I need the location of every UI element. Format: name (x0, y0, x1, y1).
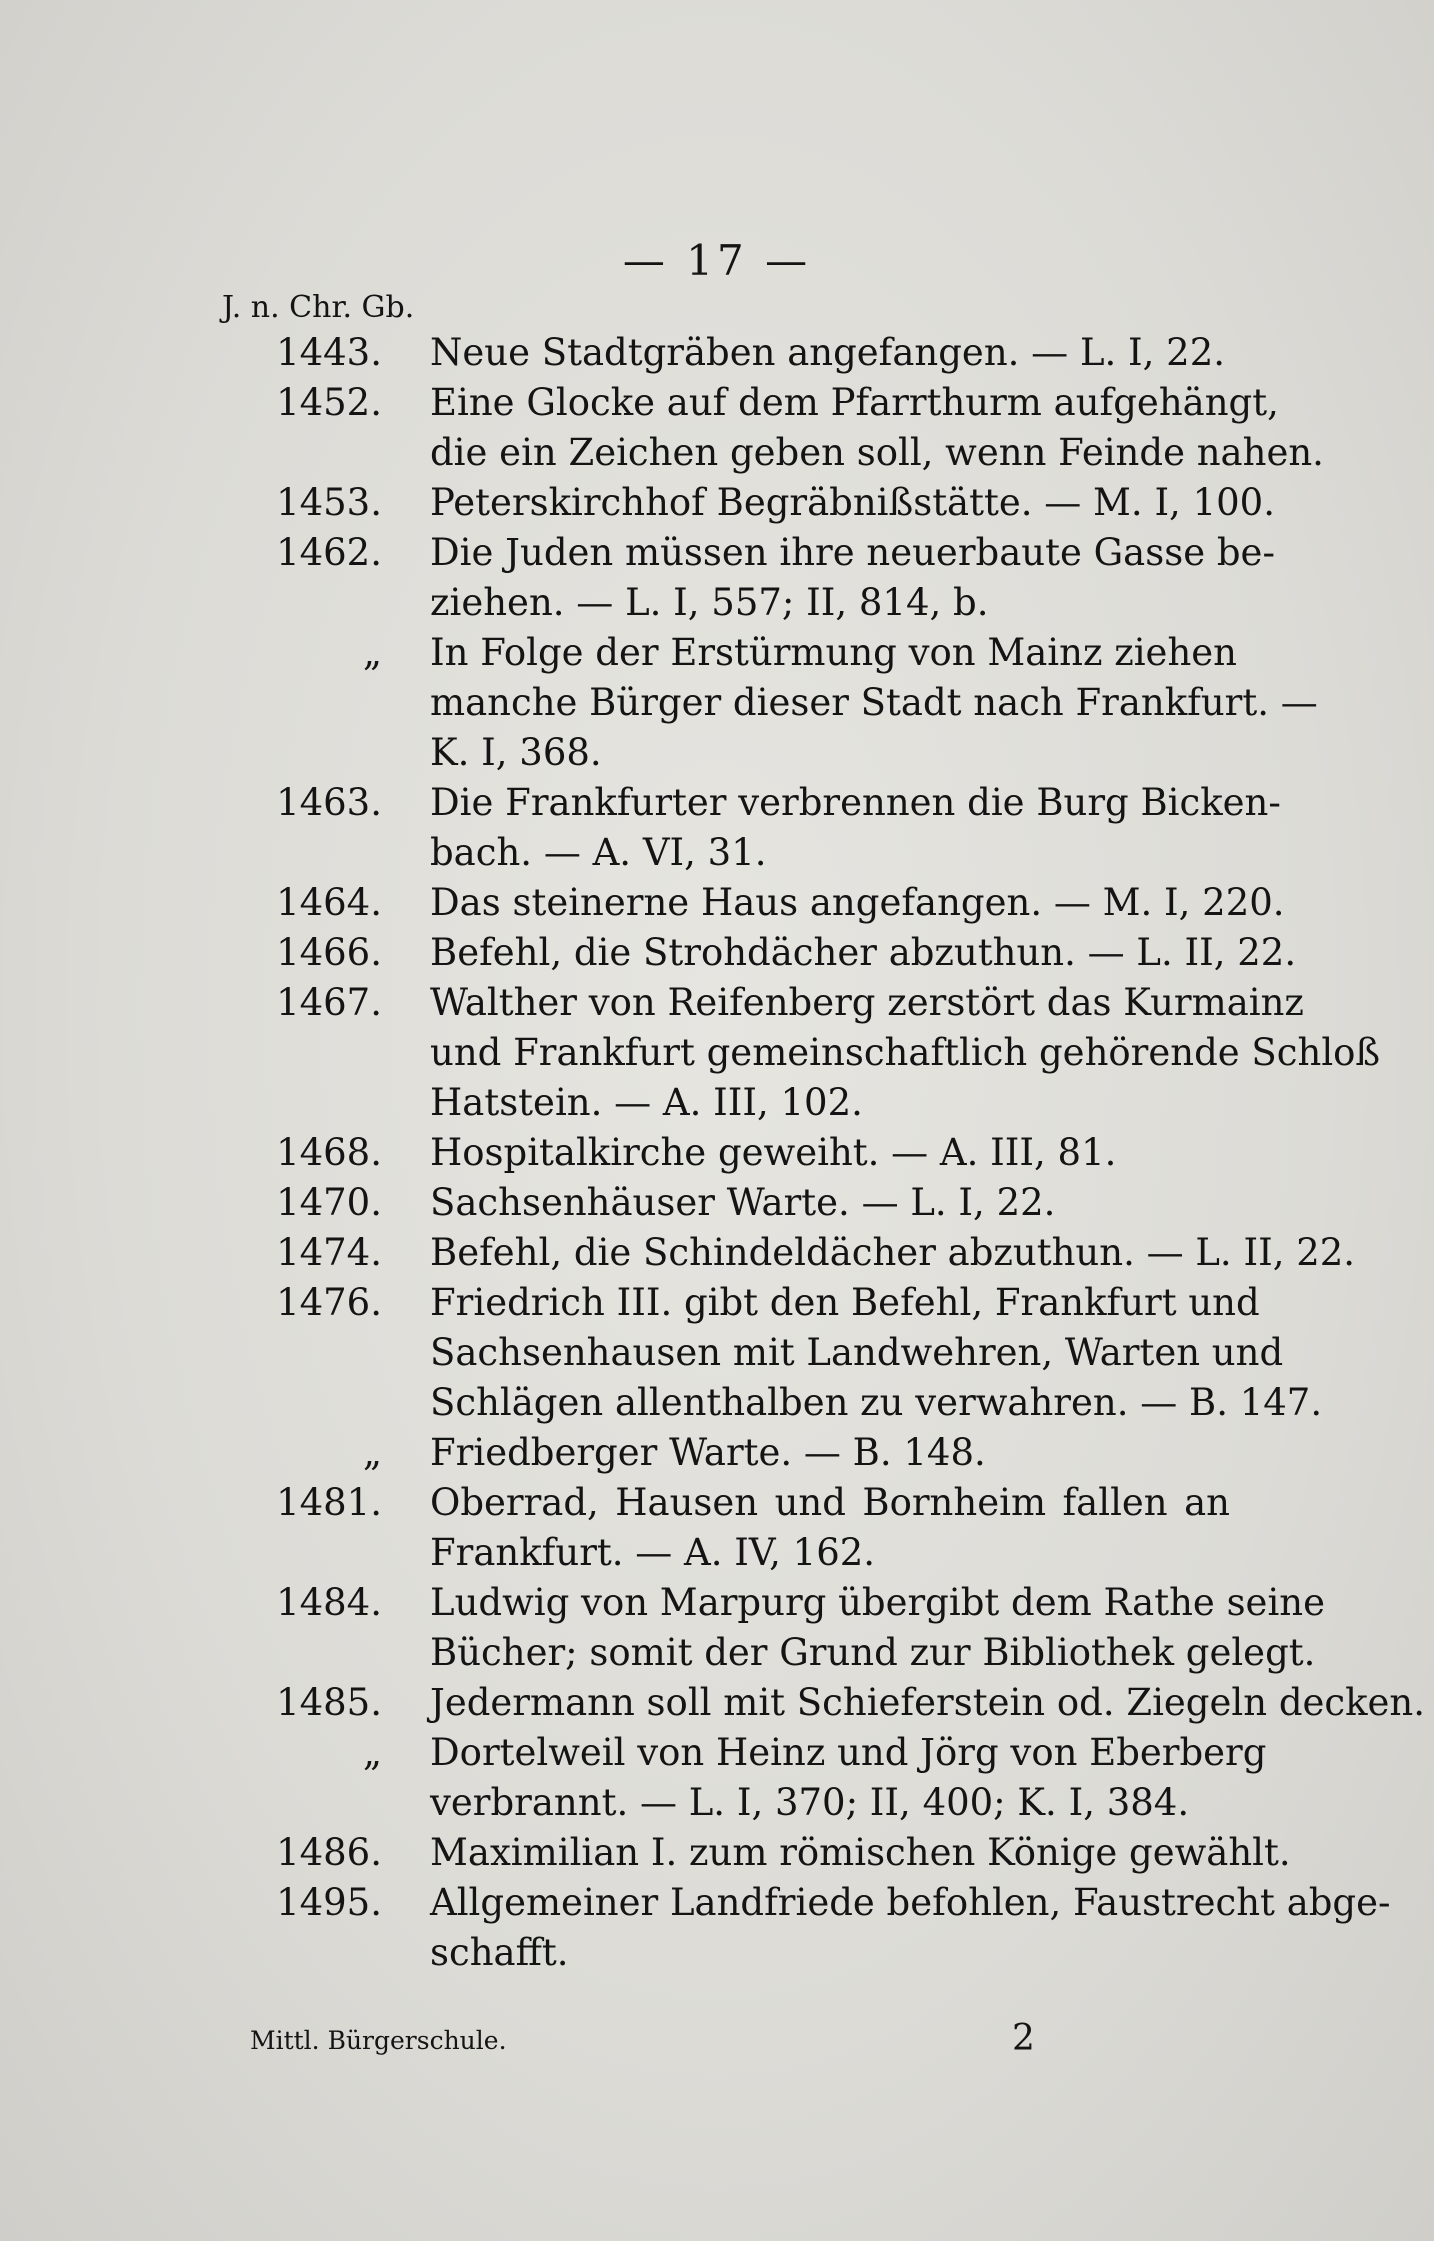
entry-text-line: Hatstein. — A. III, 102. (430, 1081, 863, 1124)
entry-continuation-row (0, 678, 1434, 728)
entry-continuation-row (0, 728, 1434, 778)
entry-row (0, 1278, 1434, 1328)
entry-row (0, 928, 1434, 978)
entry-row (0, 378, 1434, 428)
footer-signature-number: 2 (1012, 2018, 1035, 2059)
entry-text-line: Allgemeiner Landfriede befohlen, Faustrecht abge- (430, 1881, 1391, 1924)
entry-continuation-row (0, 428, 1434, 478)
entry-text-line: Friedberger Warte. — B. 148. (430, 1431, 986, 1474)
entry-row (0, 528, 1434, 578)
entry-text-line: Hospitalkirche geweiht. — A. III, 81. (430, 1131, 1117, 1174)
entry-continuation-row (0, 1028, 1434, 1078)
entry-continuation-row (0, 1378, 1434, 1428)
entry-text-line: Das steinerne Haus angefangen. — M. I, 220. (430, 881, 1285, 924)
entry-continuation-row (0, 578, 1434, 628)
entry-text-line: Bücher; somit der Grund zur Bibliothek gelegt. (430, 1631, 1316, 1674)
footer-signature: Mittl. Bürgerschule. (250, 2026, 507, 2055)
entry-continuation-row (0, 1778, 1434, 1828)
entry-continuation-row (0, 1928, 1434, 1978)
entry-year: 1453. (276, 481, 382, 524)
page-header: — 17 — (622, 236, 812, 285)
entry-row (0, 1128, 1434, 1178)
entry-text-line: Peterskirchhof Begräbnißstätte. — M. I, 100. (430, 481, 1275, 524)
entry-text-line: Oberrad, Hausen und Bornheim fallen an (430, 1481, 1230, 1524)
entry-text-line: Befehl, die Schindeldächer abzuthun. — L. II, 22. (430, 1231, 1356, 1274)
entry-text-line: Neue Stadtgräben angefangen. — L. I, 22. (430, 331, 1226, 374)
entry-continuation-row (0, 1078, 1434, 1128)
entry-text-line: Maximilian I. zum römischen Könige gewählt. (430, 1831, 1291, 1874)
entry-text-line: verbrannt. — L. I, 370; II, 400; K. I, 384. (430, 1781, 1190, 1824)
entry-row (0, 1578, 1434, 1628)
entry-continuation-row (0, 1628, 1434, 1678)
entry-year: 1468. (276, 1131, 382, 1174)
entry-year: 1443. (276, 331, 382, 374)
entry-year: „ (362, 1431, 382, 1474)
entry-year: 1474. (276, 1231, 382, 1274)
entry-row (0, 1178, 1434, 1228)
entry-year: 1495. (276, 1881, 382, 1924)
entry-row (0, 1878, 1434, 1928)
entry-row (0, 328, 1434, 378)
entry-row (0, 1428, 1434, 1478)
entry-row (0, 878, 1434, 928)
chronicle-entries (0, 328, 1434, 1978)
entry-row (0, 978, 1434, 1028)
entry-year: 1484. (276, 1581, 382, 1624)
entry-year: 1462. (276, 531, 382, 574)
entry-text-line: Jedermann soll mit Schieferstein od. Ziegeln decken. (430, 1681, 1426, 1724)
entry-text-line: Befehl, die Strohdächer abzuthun. — L. II, 22. (430, 931, 1297, 974)
entry-year: 1470. (276, 1181, 382, 1224)
entry-row (0, 628, 1434, 678)
entry-year: 1486. (276, 1831, 382, 1874)
entry-text-line: manche Bürger dieser Stadt nach Frankfurt. — (430, 681, 1318, 724)
entry-row (0, 1728, 1434, 1778)
entry-year: „ (362, 631, 382, 674)
entry-row (0, 478, 1434, 528)
entry-text-line: Die Frankfurter verbrennen die Burg Bicken- (430, 781, 1281, 824)
entry-year: 1481. (276, 1481, 382, 1524)
entry-row (0, 1678, 1434, 1728)
entry-continuation-row (0, 828, 1434, 878)
entry-row (0, 1228, 1434, 1278)
entry-text-line: Friedrich III. gibt den Befehl, Frankfurt und (430, 1281, 1260, 1324)
entry-continuation-row (0, 1528, 1434, 1578)
entry-text-line: Sachsenhausen mit Landwehren, Warten und (430, 1331, 1284, 1374)
entry-text-line: Eine Glocke auf dem Pfarrthurm aufgehängt, (430, 381, 1279, 424)
entry-year: 1463. (276, 781, 382, 824)
entry-year: 1452. (276, 381, 382, 424)
entry-text-line: Schlägen allenthalben zu verwahren. — B. 147. (430, 1381, 1323, 1424)
entry-text-line: ziehen. — L. I, 557; II, 814, b. (430, 581, 989, 624)
entry-row (0, 1828, 1434, 1878)
entry-row (0, 778, 1434, 828)
entry-row (0, 1478, 1434, 1528)
entry-text-line: K. I, 368. (430, 731, 602, 774)
era-label: J. n. Chr. Gb. (222, 290, 415, 325)
entry-text-line: schafft. (430, 1931, 569, 1974)
entry-year: 1467. (276, 981, 382, 1024)
entry-continuation-row (0, 1328, 1434, 1378)
entry-text-line: die ein Zeichen geben soll, wenn Feinde nahen. (430, 431, 1324, 474)
entry-text-line: bach. — A. VI, 31. (430, 831, 767, 874)
entry-text-line: Ludwig von Marpurg übergibt dem Rathe seine (430, 1581, 1326, 1624)
entry-year: 1464. (276, 881, 382, 924)
entry-year: „ (362, 1731, 382, 1774)
entry-year: 1476. (276, 1281, 382, 1324)
entry-text-line: und Frankfurt gemeinschaftlich gehörende Schloß (430, 1031, 1381, 1074)
entry-text-line: Dortelweil von Heinz und Jörg von Eberberg (430, 1731, 1267, 1774)
entry-year: 1466. (276, 931, 382, 974)
entry-text-line: In Folge der Erstürmung von Mainz ziehen (430, 631, 1238, 674)
entry-text-line: Frankfurt. — A. IV, 162. (430, 1531, 876, 1574)
entry-year: 1485. (276, 1681, 382, 1724)
entry-text-line: Sachsenhäuser Warte. — L. I, 22. (430, 1181, 1056, 1224)
entry-text-line: Walther von Reifenberg zerstört das Kurmainz (430, 981, 1304, 1024)
entry-text-line: Die Juden müssen ihre neuerbaute Gasse be- (430, 531, 1275, 574)
